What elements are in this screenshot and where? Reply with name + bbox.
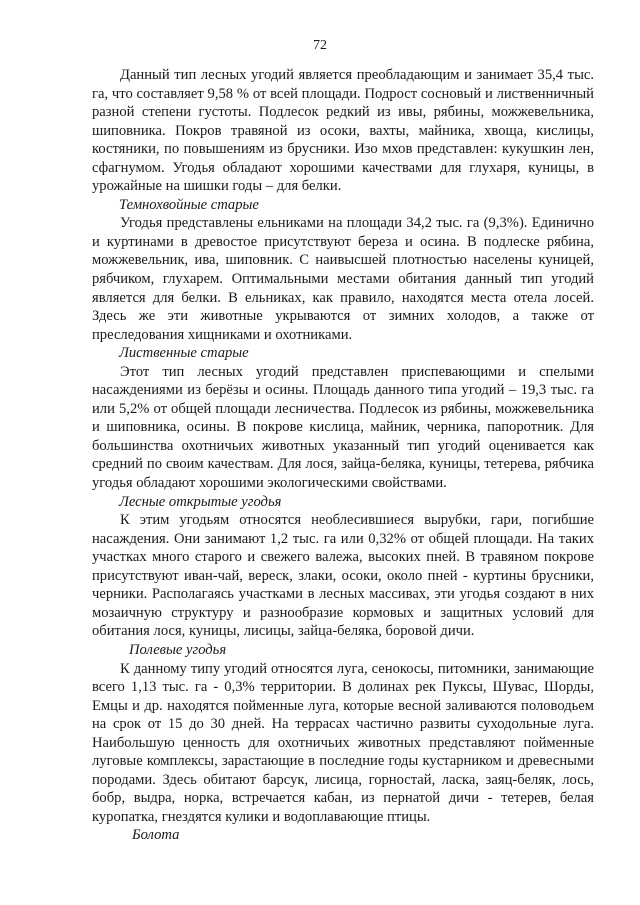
heading-swamps: Болота <box>132 827 180 844</box>
paragraph-intro: Данный тип лесных угодий является преобладающим и занимает 35,4 тыс. га, что составляет 9,58 % от всей площади. Подрост сосновый и лиственничный разной степени густоты. Подлесок редкий из ивы, рябины, можжевельника, шиповника. Покров травяной из осоки, вахты, майника, хвоща, кислицы, костяники, по повышениям из брусники. Изо мхов представлен: кукушкин лен, сфагнумом. Угодья обладают хорошими качествами для глухаря, куницы, в урожайные на шишки годы – для белки. <box>92 67 594 195</box>
heading-deciduous: Лиственные старые <box>119 345 249 362</box>
paragraph-deciduous: Этот тип лесных угодий представлен приспевающими и спелыми насаждениями из берёзы и осины. Площадь данного типа угодий – 19,3 тыс. га или 5,2% от общей площади лесничества. Подлесок из рябины, можжевельника и шиповника, осины. В покрове кислица, майник, черника, папоротник. Для большинства охотничьих животных указанный тип угодий оценивается как средний по своим качествам. Для лося, зайца-беляка, куницы, тетерева, рябчика угодья обладают хорошими экологическими свойствами. <box>92 363 594 492</box>
paragraph-open-forest: К этим угодьям относятся необлесившиеся вырубки, гари, погибшие насаждения. Они занимают 1,2 тыс. га или 0,32% от общей площади. На таких участках много старого и свежего валежа, высоких пней. В травяном покрове присутствуют иван-чай, вереск, злаки, осоки, около пней - куртины брусники, черники. Располагаясь участками в лесных массивах, эти угодья создают в них мозаичную структуру и разнообразие кормовых и защитных условий для обитания лося, куницы, лисицы, зайца-беляка, боровой дичи. <box>92 512 594 640</box>
paragraph-fields: К данному типу угодий относятся луга, сенокосы, питомники, занимающие всего 1,13 тыс. га - 0,3% территории. В долинах рек Пуксы, Шувас, Шорды, Емцы и др. находятся пойменные луга, которые весной заливаются половодьем на срок от 15 до 30 дней. На террасах частично развиты суходольные луга. Наибольшую ценность для охотничьих животных представляют пойменные луговые комплексы, зарастающие в последние годы кустарником и древесными породами. Здесь обитают барсук, лисица, горностай, ласка, заяц-беляк, лось, бобр, выдра, норка, встречается кабан, из пернатой дичи - тетерев, белая куропатка, гнездятся кулики и водоплавающие птицы. <box>92 660 594 825</box>
heading-fields: Полевые угодья <box>129 641 227 658</box>
page-content <box>92 66 594 845</box>
page-number: 72 <box>313 38 327 53</box>
heading-dark-conifer: Темнохвойные старые <box>119 196 259 213</box>
heading-open-forest: Лесные открытые угодья <box>119 493 282 510</box>
paragraph-dark-conifer: Угодья представлены ельниками на площади 34,2 тыс. га (9,3%). Единично и куртинами в древостое присутствуют береза и осина. В подлеске рябина, можжевельник, ива, шиповник. С наивысшей плотностью населены куницей, рябчиком, глухарем. Оптимальными местами обитания данный тип угодий является для белки. В ельниках, как правило, находятся места отела лосей. Здесь же эти животные укрываются от зимних холодов, а также от преследования хищниками и охотниками. <box>92 215 594 343</box>
